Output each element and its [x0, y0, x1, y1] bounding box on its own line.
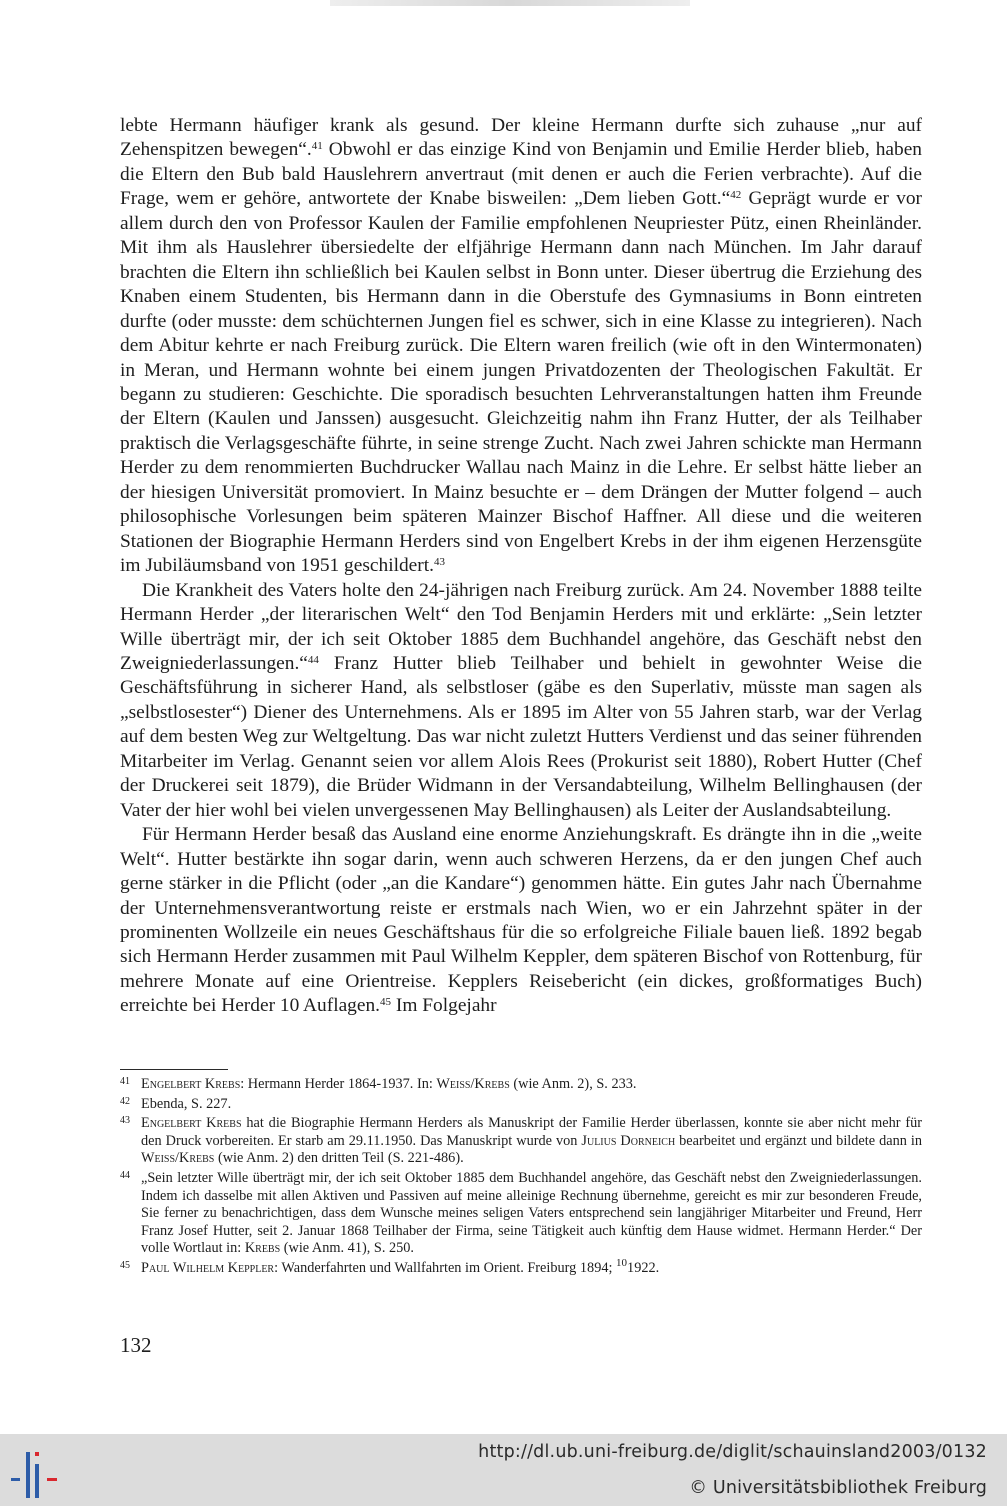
text-run: lebte Hermann häufiger krank als gesund. Der kleine Hermann durfte sich zuhause „nur auf Zehenspitzen bewegen“. — [120, 115, 922, 161]
author-name: Weiss/Krebs — [141, 1150, 215, 1167]
text-run: bearbeitet und ergänzt und bildete dann in — [675, 1132, 922, 1149]
footnote-reference: 10 — [616, 1256, 628, 1269]
footnote-number: 41 — [120, 1076, 130, 1087]
text-run: Obwohl er das einzige Kind von Benjamin und Emilie Herder blieb, haben die Eltern den Bub bald Hauslehrern anvertraut (mit denen er auch die Ferien verbrachte). Auf die Frage, wem er gehöre, antwortete der Knabe bisweilen: „Dem lieben Gott.“ — [120, 139, 922, 210]
text-run: (wie Anm. 2) den dritten Teil (S. 221-486). — [214, 1150, 464, 1167]
footnote — [120, 1170, 922, 1258]
ub-freiburg-logo-icon — [9, 1444, 65, 1502]
author-name: Weiss/Krebs — [436, 1076, 510, 1092]
footer-bar — [0, 1434, 1007, 1506]
footnote-reference: 45 — [380, 996, 392, 1009]
text-run: „Sein letzter Wille überträgt mir, der ich seit Oktober 1885 dem Buchhandel angehöre, das Geschäft nebst den Zweigniederlassungen. Indem ich dasselbe mit allen Aktiven und Passiven auf meine alleinige Rechnung übernehme, gereicht es mir zur besonderen Freude, Sie ferner zu benachrichtigen, dass dem Wunsche meines seligen Vaters entsprechend sein langjähriger Mitarbeiter und Freund, Herr Franz Josef Hutter, seit 2. Januar 1868 Teilhaber der Firma, seine Tätigkeit auch künftig dem Hause widmet. Hermann Herder.“ Der volle Wortlaut in: — [141, 1169, 922, 1257]
author-name: Paul Wilhelm Keppler — [141, 1259, 275, 1276]
paragraph — [120, 823, 922, 1019]
logo-dot-red — [35, 1452, 39, 1456]
footnote — [120, 1096, 922, 1114]
text-run: : Hermann Herder 1864-1937. In: — [240, 1076, 437, 1092]
footnote — [120, 1115, 922, 1168]
text-run: Im Folgejahr — [391, 995, 497, 1017]
logo-bar-center-right — [35, 1464, 39, 1498]
footer-url-link[interactable]: http://dl.ub.uni-freiburg.de/diglit/schauinsland2003/0132 — [478, 1442, 987, 1462]
footnote — [120, 1076, 922, 1094]
footnote-divider — [120, 1069, 228, 1070]
author-name: Engelbert Krebs — [141, 1115, 242, 1132]
text-run: (wie Anm. 41), S. 250. — [280, 1240, 415, 1257]
text-run: 1922. — [627, 1259, 660, 1276]
author-name: Engelbert Krebs — [141, 1076, 241, 1092]
footnote — [120, 1256, 922, 1278]
text-run: hat die Biographie Hermann Herders als Manuskript der Familie Herder überlassen, konnte sie aber nicht mehr für den Druck vorbereiten. Er starb am 29.11.1950. Das Manuskript wurde von — [141, 1115, 922, 1149]
paragraph — [120, 579, 922, 824]
footnotes — [120, 1076, 922, 1280]
footer-copyright: © Universitätsbibliothek Freiburg — [689, 1478, 987, 1498]
text-run: Ebenda, S. 227. — [141, 1095, 232, 1112]
author-name: Julius Dorneich — [581, 1132, 676, 1149]
footnote-number: 44 — [120, 1169, 130, 1181]
text-run: Geprägt wurde er vor allem durch den von Professor Kaulen der Familie empfohlenen Neupriester Pütz, einen Rheinländer. Mit ihm als Hauslehrer übersiedelte der elfjährige Hermann dann nach München. Im Jahr darauf brachten die Eltern ihn schließlich bei Kaulen selbst in Bonn unter. Dieser übertrug die Erziehung des Knaben einem Studenten, bis Hermann dann in die Oberstufe des Gymnasiums in Bonn eintreten durfte (oder musste: dem schüchternen Jungen fiel es schwer, sich in eine Klasse zu integrieren). Nach dem Abitur kehrte er nach Freiburg zurück. Die Eltern waren freilich (wie oft in den Wintermonaten) in Meran, und Hermann wohnte bei einem jungen Privatdozenten der Theologischen Fakultät. Er begann zu studieren: Geschichte. Die sporadisch besuchten Lehrveranstaltungen hatten ihm Freunde der Eltern (Kaulen und Janssen) ausgesucht. Gleichzeitig nahm ihn Franz Hutter, der als Teilhaber praktisch die Verlagsgeschäfte führte, in seine strenge Zucht. Nach zwei Jahren schickte man Hermann Herder zu dem renommierten Buchdrucker Wallau nach Mainz in die Lehre. Er selbst hätte lieber an der hiesigen Universität promoviert. In Mainz besuchte er – dem Drängen der Mutter folgend – auch philosophische Vorlesungen beim späteren Mainzer Bischof Haffner. All diese und die weiteren Stationen der Biographie Hermann Herders sind von Engelbert Krebs in der ihm eigenen Herzensgüte im Jubiläumsband von 1951 geschildert. — [120, 188, 922, 577]
page-number: 132 — [120, 1333, 152, 1357]
body-text — [120, 114, 922, 1019]
text-run: Die Krankheit des Vaters holte den 24-jährigen nach Freiburg zurück. Am 24. November 1888 teilte Hermann Herder „der literarischen Welt“ den Tod Benjamin Herders mit und erklärte: „Sein letzter Wille überträgt mir, der ich seit Oktober 1885 dem Buchhandel angehöre, das Geschäft nebst den Zweigniederlassungen.“ — [120, 579, 922, 674]
footnote-number: 42 — [120, 1095, 130, 1107]
footnote-number: 45 — [120, 1259, 130, 1271]
logo-bar-center-left — [26, 1452, 30, 1498]
footnote-reference: 43 — [433, 556, 445, 569]
footnote-reference: 44 — [307, 653, 319, 666]
logo-bar-left — [11, 1478, 20, 1481]
text-run: Franz Hutter blieb Teilhaber und behielt in gewohnter Weise die Geschäftsführung in sicherer Hand, als selbstloser (gäbe es den Superlativ, müsste man sagen als „selbstlosester“) Diener des Unternehmens. Als er 1895 im Alter von 55 Jahren starb, war der Verlag auf dem besten Weg zur Weltgeltung. Das war nicht zuletzt Hutters Verdienst und das seiner führenden Mitarbeiter im Verlag. Genannt seien vor allem Alois Rees (Prokurist seit 1880), Robert Hutter (Chef der Druckerei seit 1879), die Brüder Widmann in der Versandabteilung, Wilhelm Bellinghausen (der Vater der hier wohl bei vielen unvergessenen May Bellinghausen) als Leiter der Auslandsabteilung. — [120, 652, 922, 821]
text-run: : Wanderfahrten und Wallfahrten im Orient. Freiburg 1894; — [274, 1259, 617, 1276]
footnote-reference: 42 — [730, 189, 742, 202]
scan-header-mark — [330, 0, 690, 6]
author-name: Krebs — [244, 1240, 281, 1257]
text-run: Für Hermann Herder besaß das Ausland eine enorme Anziehungskraft. Es drängte ihn in die „weite Welt“. Hutter bestärkte ihn sogar darin, wenn auch schweren Herzens, da er den jungen Chef auch gerne stärker in die Pflicht (oder „an die Kandare“) genommen hätte. Ein gutes Jahr nach Übernahme der Unternehmensverantwortung reiste er erstmals nach Wien, wo er ein Jahrzehnt später in der prominenten Wollzeile ein neues Geschäftshaus für die so erfolgreiche Filiale bauen ließ. 1892 begab sich Hermann Herder zusammen mit Paul Wilhelm Keppler, dem späteren Bischof von Rottenburg, für mehrere Monate auf eine Orientreise. Kepplers Reisebericht (ein dickes, großformatiges Buch) erreichte bei Herder 10 Auflagen. — [120, 824, 922, 1017]
footnote-number: 43 — [120, 1115, 130, 1127]
text-run: (wie Anm. 2), S. 233. — [509, 1076, 637, 1092]
logo-bar-right — [47, 1478, 57, 1481]
footnote-reference: 41 — [311, 140, 323, 153]
paragraph — [120, 114, 922, 579]
